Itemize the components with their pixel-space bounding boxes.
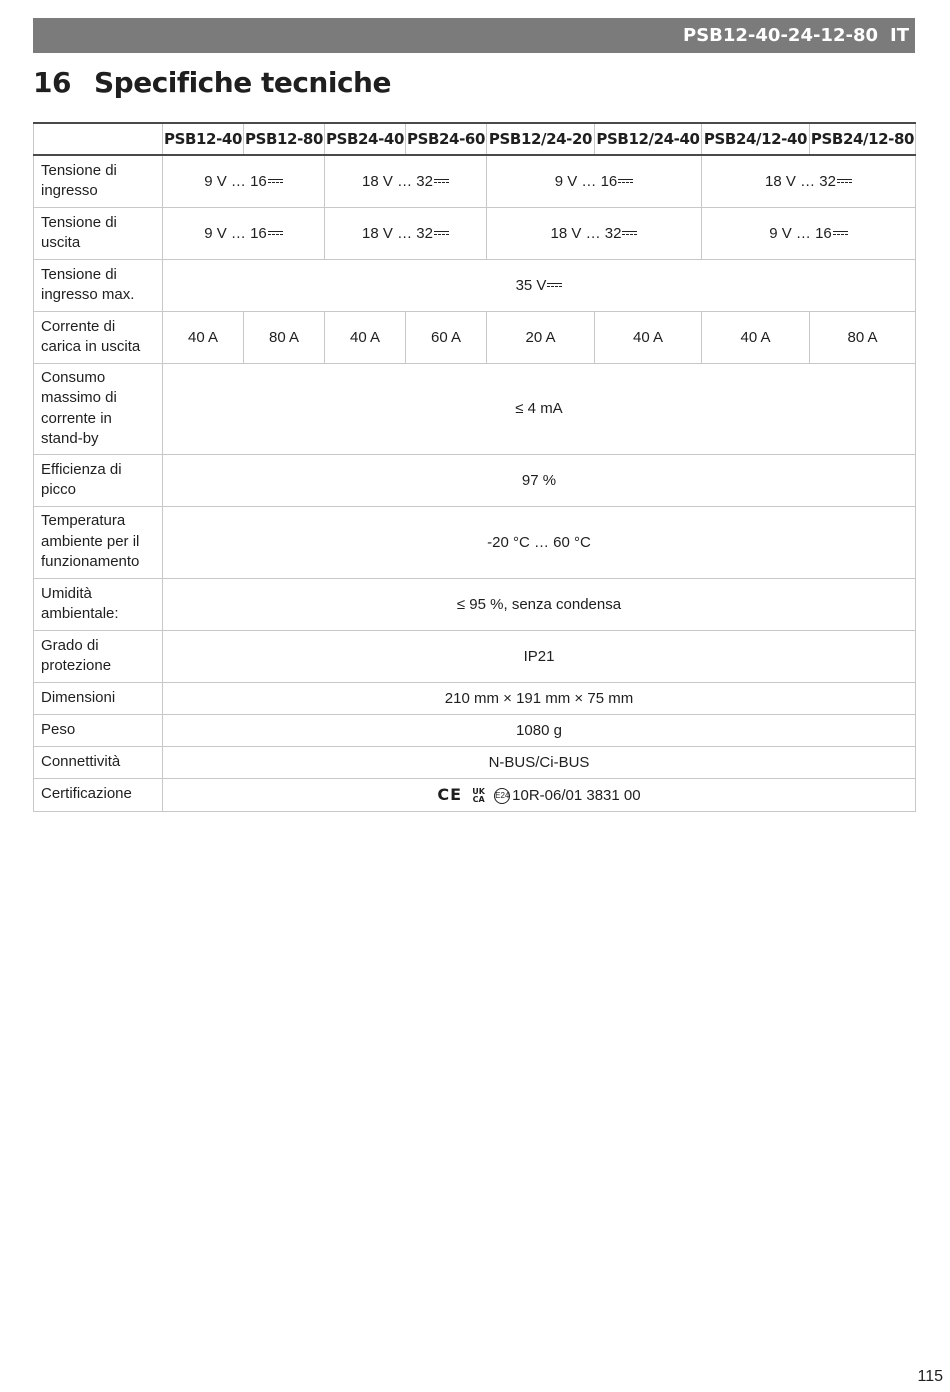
dc-symbol-icon (268, 230, 283, 237)
table-cell: 80 A (244, 311, 325, 363)
table-row (34, 578, 916, 630)
row-label: Grado di protezione (34, 630, 163, 682)
row-label: Peso (34, 714, 163, 746)
column-header: PSB12/24-20 (487, 123, 595, 155)
table-cell: 18 V … 32 (325, 207, 487, 259)
row-label: Tensione di uscita (34, 207, 163, 259)
table-row (34, 506, 916, 578)
column-header: PSB12-40 (163, 123, 244, 155)
dc-symbol-icon (833, 230, 848, 237)
table-row (34, 454, 916, 506)
table-row (34, 259, 916, 311)
section-title: Specifiche tecniche (94, 66, 391, 99)
table-cell: 18 V … 32 (487, 207, 702, 259)
section-heading (33, 66, 391, 99)
column-header: PSB12/24-40 (595, 123, 702, 155)
table-cell: IP21 (163, 630, 916, 682)
table-cell: 18 V … 32 (702, 155, 916, 207)
table-cell: -20 °C … 60 °C (163, 506, 916, 578)
dc-symbol-icon (837, 178, 852, 185)
table-row (34, 207, 916, 259)
ce-mark-icon: CE (437, 784, 463, 804)
page-header-bar (33, 18, 915, 53)
table-row (34, 630, 916, 682)
table-row (34, 682, 916, 714)
page-number: 115 (917, 1368, 943, 1385)
table-row (34, 746, 916, 778)
table-cell: 9 V … 16 (163, 155, 325, 207)
table-cell: 9 V … 16 (487, 155, 702, 207)
column-header: PSB24-40 (325, 123, 406, 155)
table-cell: 210 mm × 191 mm × 75 mm (163, 682, 916, 714)
table-cell: 20 A (487, 311, 595, 363)
table-row (34, 778, 916, 811)
specifications-table (33, 122, 916, 812)
table-cell: 35 V (163, 259, 916, 311)
column-header: PSB24/12-80 (810, 123, 916, 155)
table-cell: 80 A (810, 311, 916, 363)
row-label: Consumo massimo di corrente in stand-by (34, 363, 163, 454)
table-cell: 1080 g (163, 714, 916, 746)
ukca-mark-icon: UK CA (472, 787, 485, 805)
table-cell: 40 A (702, 311, 810, 363)
table-row (34, 155, 916, 207)
column-header: PSB24/12-40 (702, 123, 810, 155)
dc-symbol-icon (618, 178, 633, 185)
table-cell: 9 V … 16 (702, 207, 916, 259)
column-header: PSB12-80 (244, 123, 325, 155)
e-mark-icon: E24 (494, 788, 510, 804)
table-cell: ≤ 95 %, senza condensa (163, 578, 916, 630)
column-header: PSB24-60 (406, 123, 487, 155)
certification-number: 10R-06/01 3831 00 (512, 786, 641, 804)
table-cell: 40 A (163, 311, 244, 363)
header-empty-cell (34, 123, 163, 155)
dc-symbol-icon (622, 230, 637, 237)
table-row (34, 714, 916, 746)
row-label: Temperatura ambiente per il funzionamento (34, 506, 163, 578)
header-language: IT (890, 25, 909, 46)
table-cell: 40 A (325, 311, 406, 363)
dc-symbol-icon (434, 178, 449, 185)
table-cell: 97 % (163, 454, 916, 506)
table-cell: 40 A (595, 311, 702, 363)
row-label: Tensione di ingresso (34, 155, 163, 207)
table-cell: 18 V … 32 (325, 155, 487, 207)
dc-symbol-icon (547, 282, 562, 289)
section-number: 16 (33, 66, 71, 99)
table-cell (163, 778, 916, 811)
row-label: Connettività (34, 746, 163, 778)
table-header-row (34, 123, 916, 155)
header-model: PSB12-40-24-12-80 (683, 25, 879, 46)
table-row (34, 311, 916, 363)
row-label: Dimensioni (34, 682, 163, 714)
dc-symbol-icon (434, 230, 449, 237)
row-label: Corrente di carica in uscita (34, 311, 163, 363)
table-cell: N-BUS/Ci-BUS (163, 746, 916, 778)
row-label: Tensione di ingresso max. (34, 259, 163, 311)
table-cell: ≤ 4 mA (163, 363, 916, 454)
table-cell: 9 V … 16 (163, 207, 325, 259)
row-label: Certificazione (34, 778, 163, 811)
row-label: Efficienza di picco (34, 454, 163, 506)
table-row (34, 363, 916, 454)
table-cell: 60 A (406, 311, 487, 363)
row-label: Umidità ambientale: (34, 578, 163, 630)
dc-symbol-icon (268, 178, 283, 185)
